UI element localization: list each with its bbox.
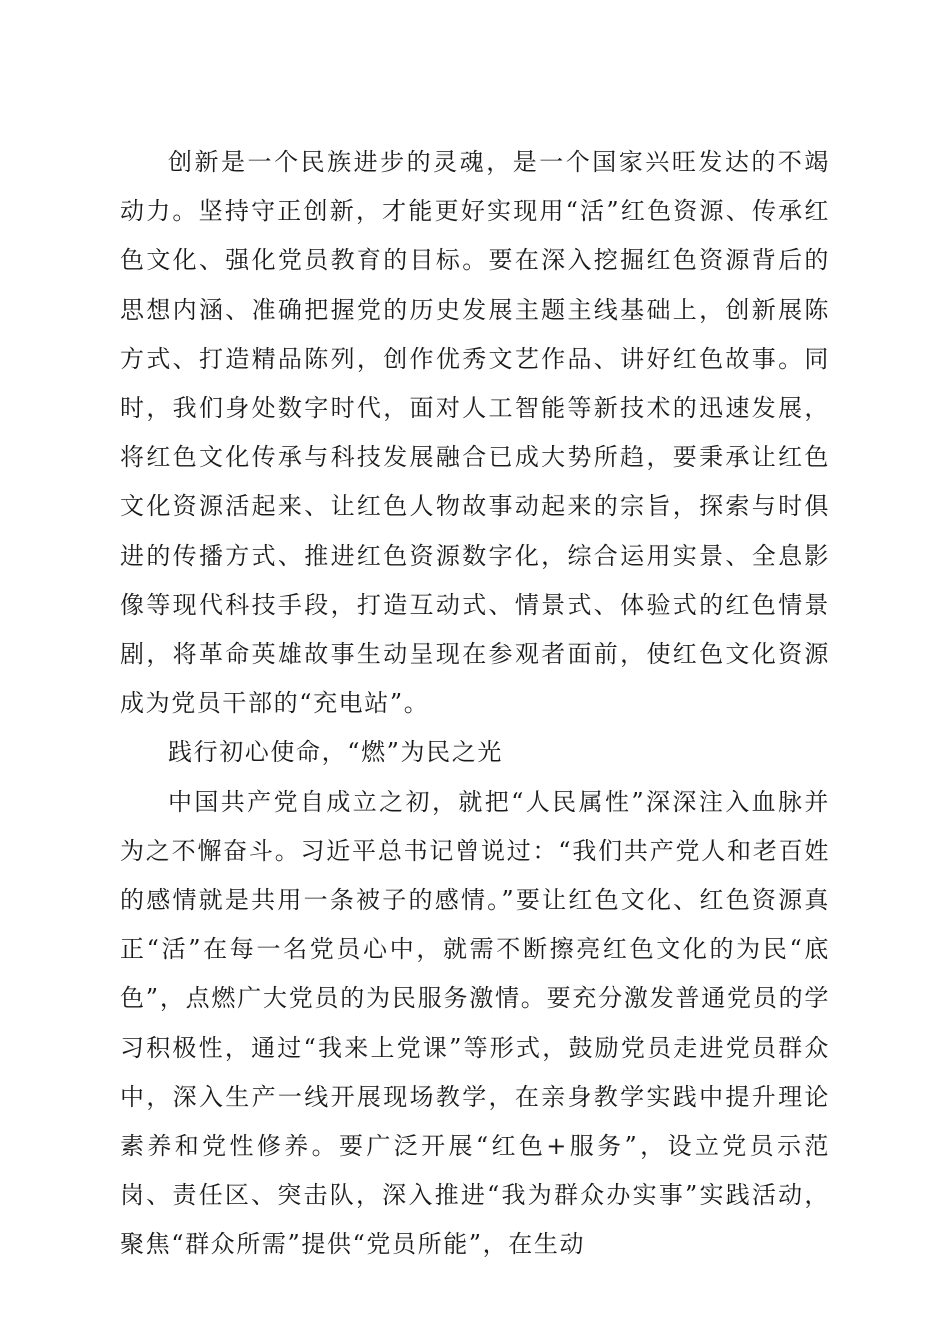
body-paragraph-people: 中国共产党自成立之初，就把“人民属性”深深注入血脉并为之不懈奋斗。习近平总书记曾说过：“我们共产党人和老百姓的感情就是共用一条被子的感情。”要让红色文化、红色资源真正“活”在每一名党员心中，就需不断擦亮红色文化的为民“底色”，点燃广大党员的为民服务激情。要充分激发普通党员的学习积极性，通过“我来上党课”等形式，鼓励党员走进党员群众中，深入生产一线开展现场教学，在亲身教学实践中提升理论素养和党性修养。要广泛开展“红色+服务”，设立党员示范岗、责任区、突击队，深入推进“我为群众办实事”实践活动，聚焦“群众所需”提供“党员所能”，在生动 xyxy=(120,787,830,1259)
body-paragraph-innovation: 创新是一个民族进步的灵魂，是一个国家兴旺发达的不竭动力。坚持守正创新，才能更好实现用“活”红色资源、传承红色文化、强化党员教育的目标。要在深入挖掘红色资源背后的思想内涵、准确把握党的历史发展主题主线基础上，创新展陈方式、打造精品陈列，创作优秀文艺作品、讲好红色故事。同时，我们身处数字时代，面对人工智能等新技术的迅速发展，将红色文化传承与科技发展融合已成大势所趋，要秉承让红色文化资源活起来、让红色人物故事动起来的宗旨，探索与时俱进的传播方式、推进红色资源数字化，综合运用实景、全息影像等现代科技手段，打造互动式、情景式、体验式的红色情景剧，将革命英雄故事生动呈现在参观者面前，使红色文化资源成为党员干部的“充电站”。 xyxy=(120,148,830,718)
section-heading: 践行初心使命，“燃”为民之光 xyxy=(168,738,503,767)
document-page xyxy=(120,138,830,1270)
